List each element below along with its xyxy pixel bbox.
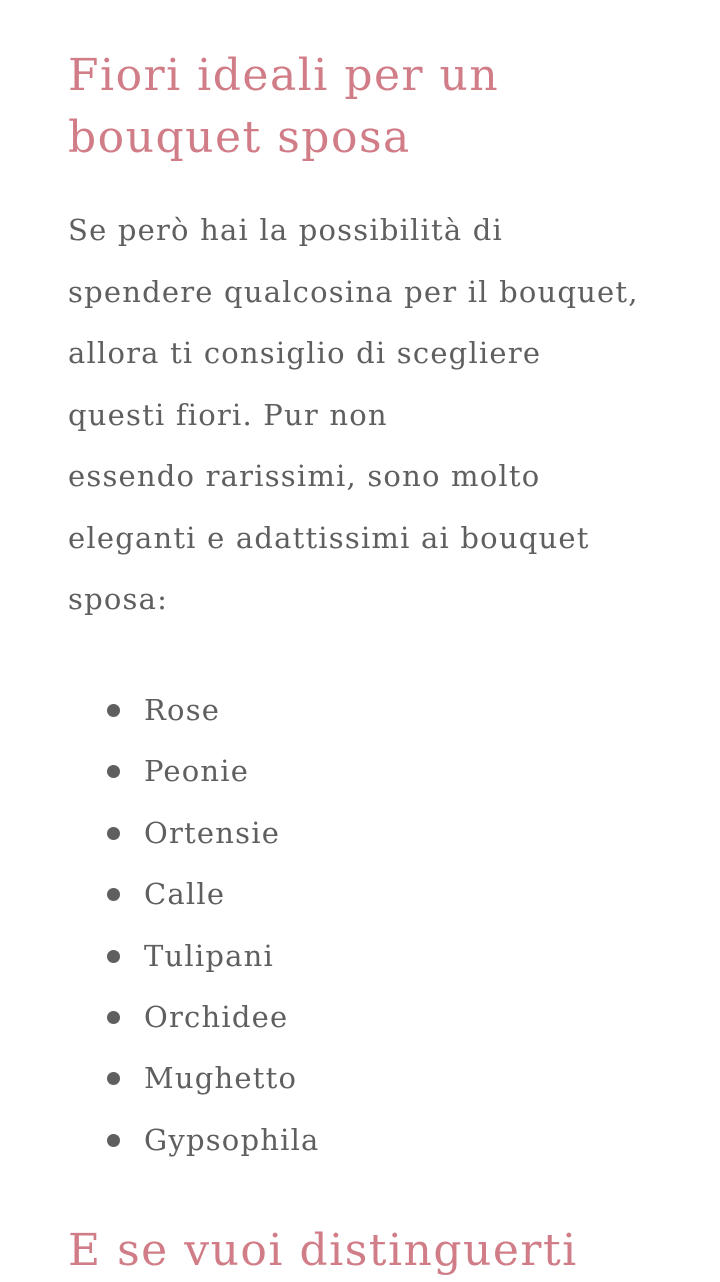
bullet-icon xyxy=(107,1134,120,1147)
paragraph-line: essendo rarissimi, sono molto xyxy=(68,459,541,493)
bullet-icon xyxy=(107,765,120,778)
intro-paragraph xyxy=(68,200,658,631)
flower-name: Orchidee xyxy=(144,999,289,1034)
list-item xyxy=(144,1110,320,1171)
flower-name: Gypsophila xyxy=(144,1122,320,1157)
list-item xyxy=(144,864,320,925)
paragraph-line: eleganti e adattissimi ai bouquet xyxy=(68,520,590,555)
paragraph-line: sposa: xyxy=(68,582,169,616)
flower-name: Ortensie xyxy=(144,815,281,850)
flower-name: Mughetto xyxy=(144,1061,298,1096)
bullet-icon xyxy=(107,1072,120,1085)
flower-name: Calle xyxy=(144,877,226,912)
list-item xyxy=(144,680,320,741)
bullet-icon xyxy=(107,1011,120,1024)
paragraph-line: spendere qualcosina per il bouquet, xyxy=(68,274,639,309)
bullet-icon xyxy=(107,950,120,963)
heading-line: Fiori ideali per un xyxy=(68,50,500,101)
flower-name: Rose xyxy=(144,693,221,727)
paragraph-line: questi fiori. Pur non xyxy=(68,397,388,432)
section-heading-distinguish: E se vuoi distinguerti xyxy=(68,1225,578,1276)
bullet-icon xyxy=(107,827,120,840)
flower-list xyxy=(144,680,320,1171)
list-item xyxy=(144,803,320,864)
bullet-icon xyxy=(107,704,120,717)
list-item xyxy=(144,987,320,1048)
list-item xyxy=(144,741,320,802)
paragraph-line: allora ti consiglio di scegliere xyxy=(68,336,542,370)
list-item xyxy=(144,1048,320,1109)
list-item xyxy=(144,926,320,987)
bullet-icon xyxy=(107,888,120,901)
flower-name: Peonie xyxy=(144,754,250,789)
flower-name: Tulipani xyxy=(144,938,274,973)
paragraph-line: Se però hai la possibilità di xyxy=(68,213,504,247)
heading-line: bouquet sposa xyxy=(68,112,411,163)
section-heading-bouquet xyxy=(68,45,658,169)
